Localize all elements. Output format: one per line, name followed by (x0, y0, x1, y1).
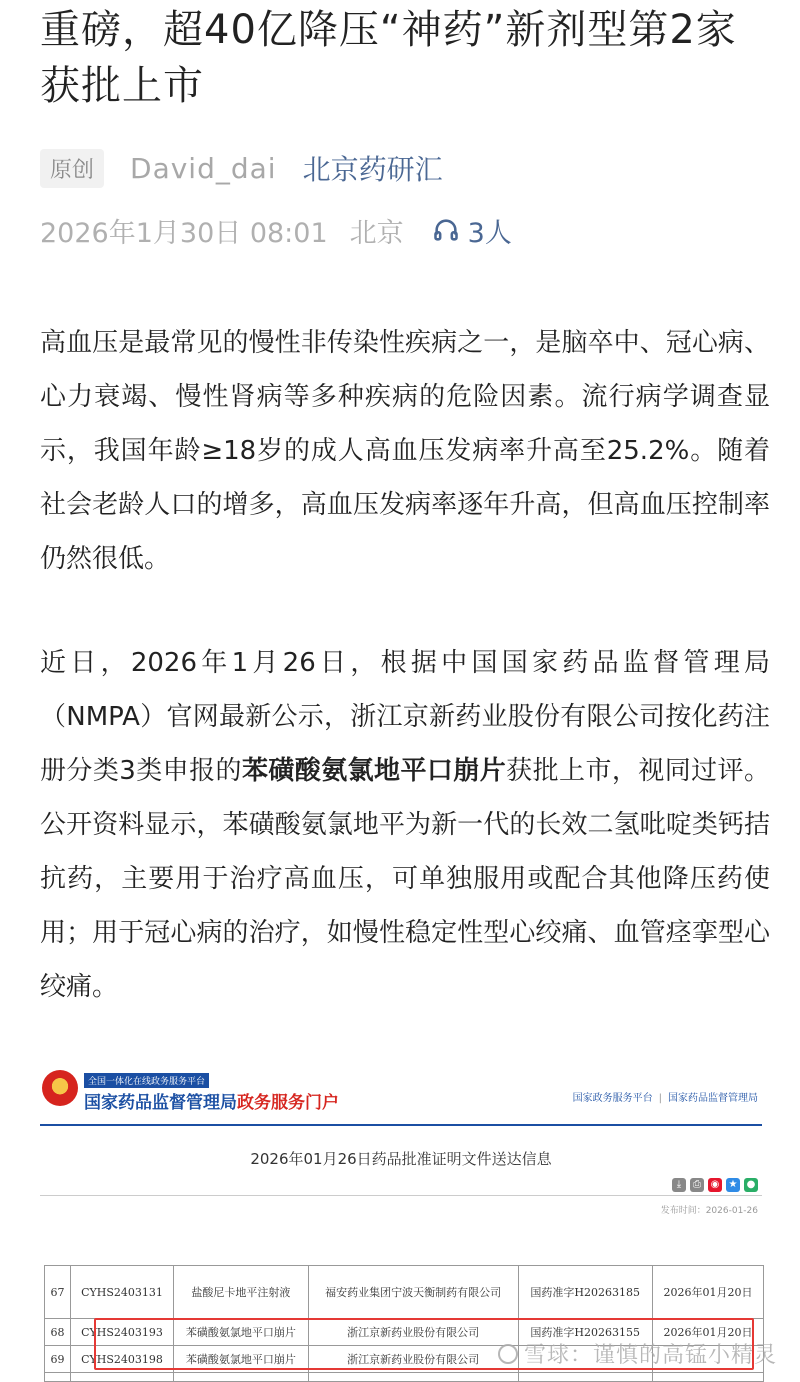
share-tools (672, 1178, 758, 1192)
article-info (40, 208, 512, 252)
article-title: 重磅，超40亿降压“神药”新剂型第2家获批上市 (40, 7, 737, 109)
headphones-icon (432, 216, 460, 244)
publish-location: 北京 (349, 217, 404, 249)
cell-code: CYHS2403193 (71, 1319, 174, 1346)
link-separator: | (658, 1093, 662, 1104)
qzone-icon[interactable]: ★ (726, 1178, 740, 1192)
cell-code: CYHS2403131 (71, 1266, 174, 1319)
listener-count: 3人 (467, 217, 512, 249)
table-row (45, 1266, 764, 1319)
cell-no: 67 (45, 1266, 71, 1319)
cell-company: 浙江京新药业股份有限公司 (308, 1346, 518, 1373)
table-row (45, 1373, 764, 1382)
paragraph-2 (40, 636, 770, 1014)
portal-links (573, 1089, 758, 1104)
download-icon[interactable]: ⤓ (672, 1178, 686, 1192)
paragraph-2-text: 近日，2026年1月26日，根据中国国家药品监督管理局（NMPA）官网最新公示，浙江京新药业股份有限公司按化药注册分类3类申报的 (40, 648, 770, 786)
drug-name-bold: 苯磺酸氨氯地平口崩片 (241, 756, 507, 786)
article-meta (40, 148, 443, 188)
paragraph-2-text-continued: 获批上市，视同过评。公开资料显示，苯磺酸氨氯地平为新一代的长效二氢吡啶类钙拮抗药，主要用于治疗高血压，可单独服用或配合其他降压药使用；用于冠心病的治疗，如慢性稳定性型心绞痛、血管痉挛型心绞痛。 (40, 756, 770, 1002)
cell-approval: 国药准字H20263185 (518, 1266, 652, 1319)
cell-drug: 苯磺酸氨氯地平口崩片 (173, 1346, 308, 1373)
xueqiu-logo-icon (498, 1344, 518, 1364)
cell-company: 福安药业集团宁波天衡制药有限公司 (308, 1266, 518, 1319)
weibo-icon[interactable]: ◉ (708, 1178, 722, 1192)
tools-divider (40, 1195, 762, 1196)
print-icon[interactable]: ⎙ (690, 1178, 704, 1192)
author-name[interactable]: David_dai (130, 151, 277, 185)
cell-drug: 盐酸尼卡地平注射液 (173, 1266, 308, 1319)
publish-date: 发布时间：2026-01-26 (660, 1206, 758, 1216)
document-title: 2026年01月26日药品批准证明文件送达信息 (250, 1150, 552, 1168)
wechat-icon[interactable]: ● (744, 1178, 758, 1192)
cell-drug: 苯磺酸氨氯地平口崩片 (173, 1319, 308, 1346)
cell-no: 68 (45, 1319, 71, 1346)
cell-company: 浙江京新药业股份有限公司 (308, 1319, 518, 1346)
portal-title (84, 1088, 339, 1113)
watermark-text: 雪球：谨慎的高锰小精灵 (524, 1343, 778, 1368)
original-tag: 原创 (40, 149, 104, 188)
publish-datetime: 2026年1月30日 08:01 (40, 217, 328, 249)
portal-name: 国家药品监督管理局 (84, 1093, 237, 1113)
paragraph-1: 高血压是最常见的慢性非传染性疾病之一，是脑卒中、冠心病、心力衰竭、慢性肾病等多种疾病的危险因素。流行病学调查显示，我国年龄≥18岁的成人高血压发病率升高至25.2%。随着社会老龄人口的增多，高血压发病率逐年升高，但高血压控制率仍然很低。 (40, 328, 770, 574)
link-gov-platform[interactable]: 国家政务服务平台 (572, 1093, 653, 1104)
portal-tag: 全国一体化在线政务服务平台 (84, 1073, 209, 1088)
national-emblem-icon (42, 1070, 78, 1106)
cell-code: CYHS2403198 (71, 1346, 174, 1373)
listen-button[interactable] (432, 211, 512, 250)
cell-date: 2026年01月20日 (652, 1266, 763, 1319)
cell-approval: 国药准字H20263155 (518, 1319, 652, 1346)
watermark (498, 1338, 777, 1369)
header-divider (40, 1124, 762, 1126)
cell-date: 2026年01月20日 (652, 1319, 763, 1346)
portal-suffix: 政务服务门户 (237, 1093, 339, 1113)
link-nmpa[interactable]: 国家药品监督管理局 (668, 1093, 758, 1104)
cell-no: 69 (45, 1346, 71, 1373)
account-name[interactable]: 北京药研汇 (302, 153, 443, 186)
